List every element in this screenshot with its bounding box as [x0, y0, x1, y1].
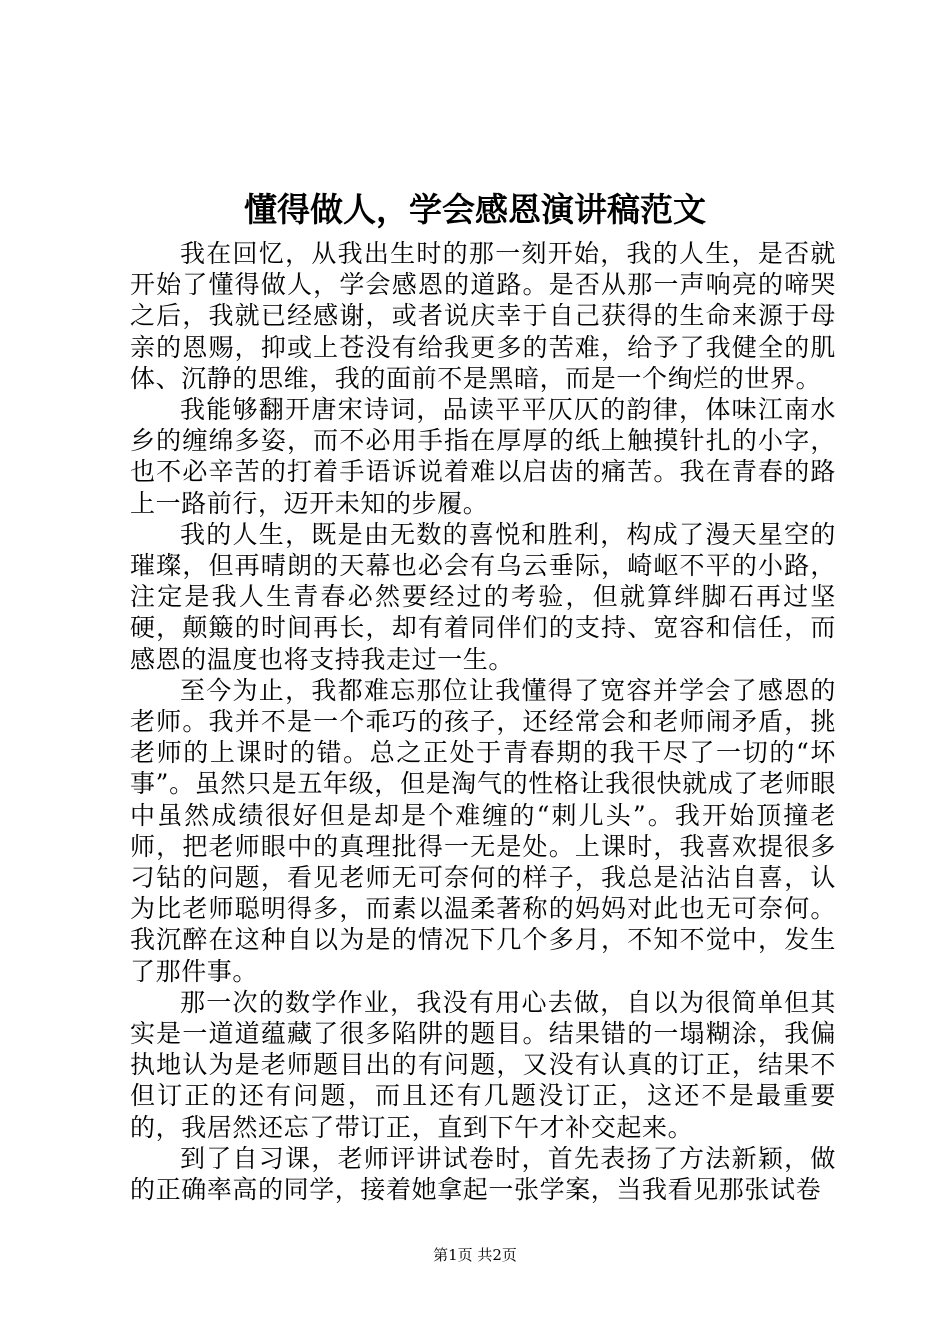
- paragraph: 我的人生，既是由无数的喜悦和胜利，构成了漫天星空的璀璨，但再晴朗的天幕也必会有乌云垂际，崎岖不平的小路，注定是我人生青春必然要经过的考验，但就算绊脚石再过坚硬，颠簸的时间再长，却有着同伴们的支持、宽容和信任，而感恩的温度也将支持我走过一生。: [130, 519, 836, 674]
- page-title: 懂得做人，学会感恩演讲稿范文: [244, 190, 706, 229]
- page-footer: 第1页 共2页: [433, 1246, 517, 1264]
- paragraph: 我在回忆，从我出生时的那一刻开始，我的人生，是否就开始了懂得做人，学会感恩的道路。是否从那一声响亮的啼哭之后，我就已经感谢，或者说庆幸于自己获得的生命来源于母亲的恩赐，抑或上苍没有给我更多的苦难，给予了我健全的肌体、沉静的思维，我的面前不是黑暗，而是一个绚烂的世界。: [130, 239, 836, 393]
- paragraph: 到了自习课，老师评讲试卷时，首先表扬了方法新颖，做的正确率高的同学，接着她拿起一张学案，当我看见那张试卷: [130, 1143, 836, 1205]
- document-body: [130, 238, 836, 1205]
- paragraph: 我能够翻开唐宋诗词，品读平平仄仄的韵律，体味江南水乡的缠绵多姿，而不必用手指在厚厚的纸上触摸针扎的小字，也不必辛苦的打着手语诉说着难以启齿的痛苦。我在青春的路上一路前行，迈开未知的步履。: [130, 395, 836, 518]
- paragraph: 至今为止，我都难忘那位让我懂得了宽容并学会了感恩的老师。我并不是一个乖巧的孩子，还经常会和老师闹矛盾，挑老师的上课时的错。总之正处于青春期的我干尽了一切的“坏事”。虽然只是五年级，但是淘气的性格让我很快就成了老师眼中虽然成绩很好但是却是个难缠的“刺儿头”。我开始顶撞老师，把老师眼中的真理批得一无是处。上课时，我喜欢提很多刁钻的问题，看见老师无可奈何的样子，我总是沾沾自喜，认为比老师聪明得多，而素以温柔著称的妈妈对此也无可奈何。我沉醉在这种自以为是的情况下几个多月，不知不觉中，发生了那件事。: [130, 675, 836, 986]
- paragraph: 那一次的数学作业，我没有用心去做，自以为很简单但其实是一道道蕴藏了很多陷阱的题目。结果错的一塌糊涂，我偏执地认为是老师题目出的有问题，又没有认真的订正，结果不但订正的还有问题，而且还有几题没订正，这还不是最重要的，我居然还忘了带订正，直到下午才补交起来。: [130, 987, 836, 1142]
